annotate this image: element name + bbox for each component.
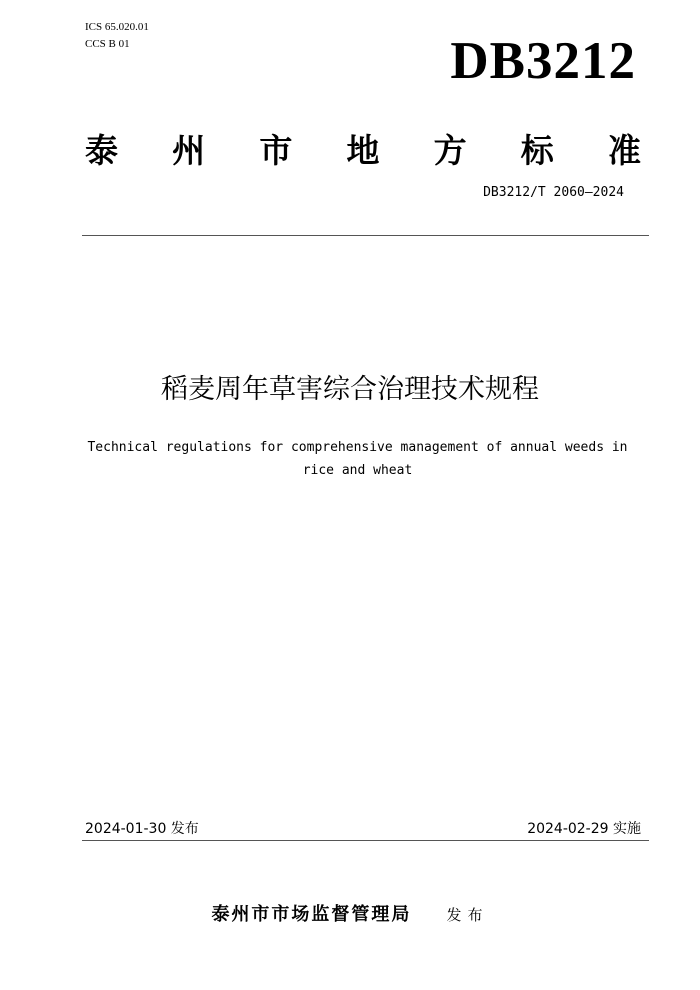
standard-number: DB3212/T 2060—2024 (483, 185, 624, 200)
publisher-action: 发布 (446, 906, 489, 924)
authority-title-char: 市 (259, 130, 293, 170)
authority-title-char: 准 (607, 130, 641, 170)
document-title-english: Technical regulations for comprehensive management of annual weeds in rice and wheat (87, 440, 628, 478)
top-divider (82, 235, 649, 236)
ics-code: ICS 65.020.01 (85, 21, 149, 33)
authority-title-char: 地 (346, 130, 380, 170)
implementation-date: 2024-02-29 实施 (527, 821, 641, 837)
bottom-divider (82, 840, 649, 841)
issue-date: 2024-01-30 发布 (85, 821, 199, 837)
authority-title-char: 泰 (85, 130, 118, 170)
publisher-line (0, 900, 700, 926)
ccs-code: CCS B 01 (85, 38, 130, 50)
standard-code-logo: DB3212 (450, 32, 636, 90)
authority-title (85, 126, 641, 170)
authority-title-char: 方 (433, 130, 467, 170)
authority-title-char: 标 (520, 130, 554, 170)
publisher-name: 泰州市市场监督管理局 (211, 904, 412, 925)
authority-title-char: 州 (172, 130, 206, 170)
document-title-chinese: 稻麦周年草害综合治理技术规程 (161, 374, 539, 405)
